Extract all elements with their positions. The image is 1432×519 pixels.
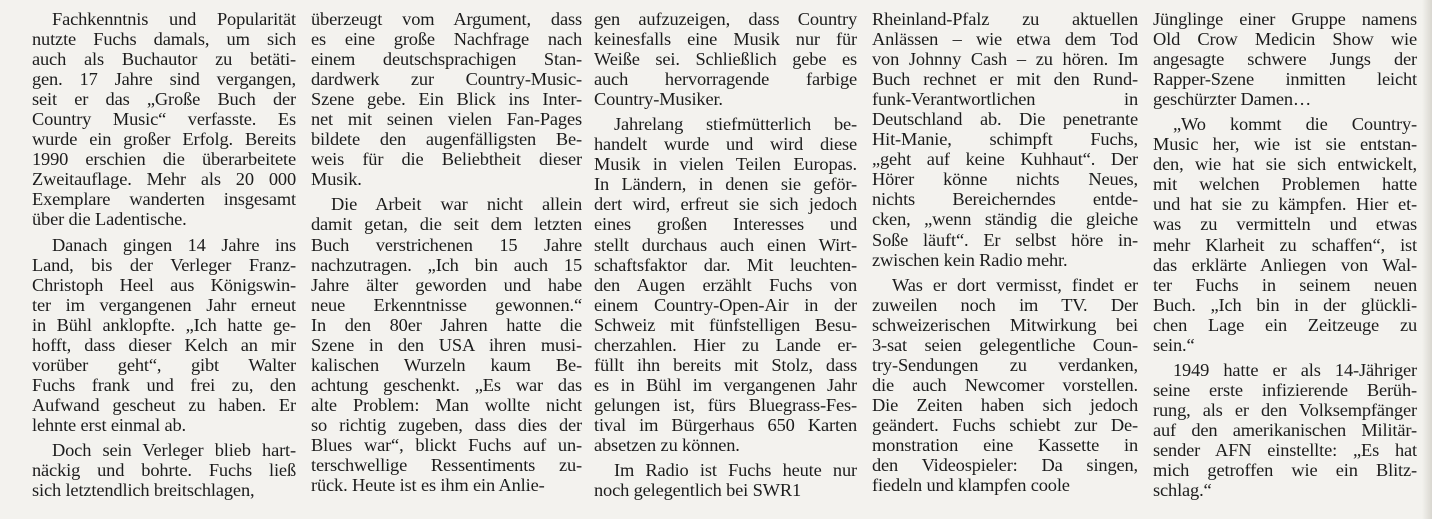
text-line: gen. 17 Jahre sind vergangen, (32, 69, 296, 90)
text-line: alte Problem: Man wollte nicht (311, 394, 582, 415)
text-line: Blues war“, blickt Fuchs auf un- (311, 434, 582, 455)
text-line: schweizerischen Mitwirkung bei (872, 314, 1138, 335)
text-line: „geht auf keine Kuhhaut“. Der (872, 149, 1138, 170)
text-line: chen Lage ein Zeitzeuge zu (1153, 314, 1417, 335)
text-line: sender AFN einstellte: „Es hat (1153, 439, 1417, 460)
text-line: Doch sein Verleger blieb hart- (52, 439, 296, 460)
text-line: eines großen Interesses und (594, 214, 857, 235)
text-line: damit getan, die seit dem letzten (311, 214, 582, 235)
text-line: Zweitauflage. Mehr als 20 000 (32, 169, 296, 190)
text-line: das erklärte Anliegen von Wal- (1153, 254, 1417, 275)
text-line: Old Crow Medicin Show wie (1153, 29, 1417, 50)
text-line: sein.“ (1153, 334, 1195, 355)
text-line: geschürzter Damen… (1153, 89, 1312, 110)
text-line: einem deutschsprachigen Stan- (311, 49, 582, 70)
paragraph (594, 460, 857, 500)
text-line: zwischen kein Radio mehr. (872, 249, 1068, 270)
text-line: Hörer könne nichts Neues, (872, 169, 1138, 190)
paragraph (1153, 9, 1417, 109)
text-line: kalischen Wurzeln kaum Be- (311, 354, 582, 375)
paragraph (872, 9, 1138, 270)
text-line: auch als Buchautor zu betäti- (32, 49, 296, 70)
text-line: mich getroffen wie ein Blitz- (1153, 460, 1417, 481)
text-line: cherzahlen. Hier zu Lande er- (594, 334, 857, 355)
text-line: es eine große Nachfrage nach (311, 29, 582, 50)
text-line: Buch rechnet er mit den Rund- (872, 69, 1138, 90)
text-line: Schweiz mit fünfstelligen Besu- (594, 314, 857, 335)
text-line: füllt ihn bereits mit Stolz, dass (594, 354, 857, 375)
paragraph (1153, 114, 1417, 355)
paragraph (594, 9, 857, 109)
paper-edge (1422, 0, 1432, 519)
text-line: bildete den augenfälligsten Be- (311, 129, 582, 150)
text-line: Im Radio ist Fuchs heute nur (614, 460, 857, 481)
text-line: keinesfalls eine Musik nur für (594, 29, 857, 50)
text-column-5 (1153, 9, 1417, 500)
text-line: gen aufzuzeigen, dass Country (594, 9, 857, 29)
text-line: Szene gebe. Ein Blick ins Inter- (311, 89, 582, 110)
text-line: Land, bis der Verleger Franz- (32, 254, 296, 275)
text-line: auf den amerikanischen Militär- (1153, 419, 1417, 440)
text-line: schaftsfaktor dar. Mit leuchten- (594, 254, 857, 275)
text-line: stellt durchaus auch einen Wirt- (594, 234, 857, 255)
paragraph (872, 275, 1138, 496)
text-line: Buch. „Ich bin in der glückli- (1153, 294, 1417, 315)
text-line: Country Music“ verfasste. Es (32, 109, 296, 130)
text-line: Musik. (311, 169, 362, 190)
text-line: try-Sendungen zu verdanken, (872, 354, 1138, 375)
text-line: rück. Heute ist es ihm ein Anlie- (311, 475, 545, 496)
text-line: rung, als er den Volksempfänger (1153, 399, 1417, 420)
text-line: Rapper-Szene inmitten leicht (1153, 69, 1417, 90)
text-line: 1949 hatte er als 14-Jähriger (1173, 359, 1417, 380)
text-line: so richtig zugeben, dass dies der (311, 414, 582, 435)
text-line: wurde ein großer Erfolg. Bereits (32, 129, 296, 150)
text-line: über die Ladentische. (32, 209, 187, 230)
text-line: monstration eine Kassette in (872, 434, 1138, 455)
text-line: Jahre älter geworden und habe (311, 274, 582, 295)
text-line: Fuchs frank und frei zu, den (32, 374, 296, 395)
text-line: neue Erkenntnisse gewonnen.“ (311, 294, 582, 315)
text-line: Buch verstrichenen 15 Jahre (311, 234, 582, 255)
text-line: dardwerk zur Country-Music- (311, 69, 582, 90)
text-line: cken, „wenn ständig die gleiche (872, 209, 1138, 230)
paragraph (1153, 360, 1417, 500)
paragraph (311, 9, 582, 189)
paragraph (32, 9, 296, 230)
text-line: Christoph Heel aus Königswin- (32, 274, 296, 295)
text-line: In Ländern, in denen sie geför- (594, 174, 857, 195)
text-line: Danach gingen 14 Jahre ins (52, 234, 296, 255)
text-line: schlag.“ (1153, 480, 1212, 501)
text-line: sich letztendlich breitschlagen, (32, 480, 255, 501)
text-line: nichts Bereicherndes entde- (872, 189, 1138, 210)
text-line: nutzte Fuchs damals, um sich (32, 29, 296, 50)
text-column-2 (311, 9, 582, 495)
text-column-4 (872, 9, 1138, 495)
paragraph (311, 194, 582, 495)
text-line: auch hervorragende farbige (594, 69, 857, 90)
text-line: Exemplare wanderten insgesamt (32, 189, 296, 210)
text-column-3 (594, 9, 857, 500)
text-line: funk-Verantwortlichen in (872, 89, 1138, 110)
text-line: Fachkenntnis und Popularität (52, 9, 296, 29)
paragraph (32, 235, 296, 435)
text-line: ter im vergangenen Jahr erneut (32, 294, 296, 315)
text-line: net mit seinen vielen Fan-Pages (311, 109, 582, 130)
text-line: terschwellige Ressentiments zu- (311, 455, 582, 476)
text-line: den Videospieler: Da singen, (872, 455, 1138, 476)
text-line: Was er dort vermisst, findet er (892, 274, 1138, 295)
text-line: Jahrelang stiefmütterlich be- (614, 114, 857, 135)
text-line: Die Arbeit war nicht allein (331, 194, 582, 215)
text-line: von Johnny Cash – zu hören. Im (872, 49, 1138, 70)
text-line: tival im Bürgerhaus 650 Karten (594, 414, 857, 435)
text-line: seine erste infizierende Berüh- (1153, 379, 1417, 400)
text-line: Szene in den USA ihren musi- (311, 334, 582, 355)
text-line: überzeugt vom Argument, dass (311, 9, 582, 29)
text-line: den, wie hat sie sich entwickelt, (1153, 154, 1417, 175)
text-line: Weiße sei. Schließlich gebe es (594, 49, 857, 70)
text-line: näckig und bohrte. Fuchs ließ (32, 460, 296, 481)
text-line: Anlässen – wie etwa dem Tod (872, 29, 1138, 50)
text-column-1 (32, 9, 296, 500)
text-line: gelungen ist, fürs Bluegrass-Fes- (594, 394, 857, 415)
text-line: Country-Musiker. (594, 89, 723, 110)
text-line: mit welchen Problemen hatte (1153, 174, 1417, 195)
text-line: handelt wurde und wird diese (594, 134, 857, 155)
text-line: noch gelegentlich bei SWR1 (594, 480, 802, 501)
text-line: vorüber geht“, gibt Walter (32, 354, 296, 375)
text-line: was zu vermitteln und etwas (1153, 214, 1417, 235)
text-line: achtung geschenkt. „Es war das (311, 374, 582, 395)
text-line: hofft, dass dieser Kelch an mir (32, 334, 296, 355)
text-line: seit er das „Große Buch der (32, 89, 296, 110)
text-line: Deutschland ab. Die penetrante (872, 109, 1138, 130)
text-line: in Bühl anklopfte. „Ich hatte ge- (32, 314, 296, 335)
text-line: Rheinland-Pfalz zu aktuellen (872, 9, 1138, 29)
paragraph (594, 114, 857, 455)
text-line: Music her, wie ist sie entstan- (1153, 134, 1417, 155)
text-line: den Augen erzählt Fuchs von (594, 274, 857, 295)
text-line: einem Country-Open-Air in der (594, 294, 857, 315)
text-line: 3-sat seien gelegentliche Coun- (872, 334, 1138, 355)
text-line: 1990 erschien die überarbeitete (32, 149, 296, 170)
text-line: zuweilen noch im TV. Der (872, 294, 1138, 315)
text-line: dert wird, erfreut sie sich jedoch (594, 194, 857, 215)
text-line: Jünglinge einer Gruppe namens (1153, 9, 1417, 29)
text-line: es in Bühl im vergangenen Jahr (594, 374, 857, 395)
text-line: geändert. Fuchs schiebt zur De- (872, 414, 1138, 435)
text-line: Hit-Manie, schimpft Fuchs, (872, 129, 1138, 150)
text-line: angesagte schwere Jungs der (1153, 49, 1417, 70)
text-line: Musik in vielen Teilen Europas. (594, 154, 857, 175)
text-line: die auch Newcomer vorstellen. (872, 374, 1138, 395)
text-line: Die Zeiten haben sich jedoch (872, 394, 1138, 415)
text-line: absetzen zu können. (594, 434, 740, 455)
text-line: weis für die Beliebtheit dieser (311, 149, 582, 170)
text-line: fiedeln und klampfen coole (872, 475, 1070, 496)
text-line: ter Fuchs in seinem neuen (1153, 274, 1417, 295)
paragraph (32, 440, 296, 500)
text-line: mehr Klarheit zu schaffen“, ist (1153, 234, 1417, 255)
text-line: Aufwand gescheut zu haben. Er (32, 394, 296, 415)
text-line: Soße läuft“. Er selbst höre in- (872, 229, 1138, 250)
text-line: In den 80er Jahren hatte die (311, 314, 582, 335)
text-line: und hat sie zu kämpfen. Hier et- (1153, 194, 1417, 215)
text-line: „Wo kommt die Country- (1173, 114, 1417, 135)
text-line: nachzutragen. „Ich bin auch 15 (311, 254, 582, 275)
text-line: lehnte erst einmal ab. (32, 414, 186, 435)
